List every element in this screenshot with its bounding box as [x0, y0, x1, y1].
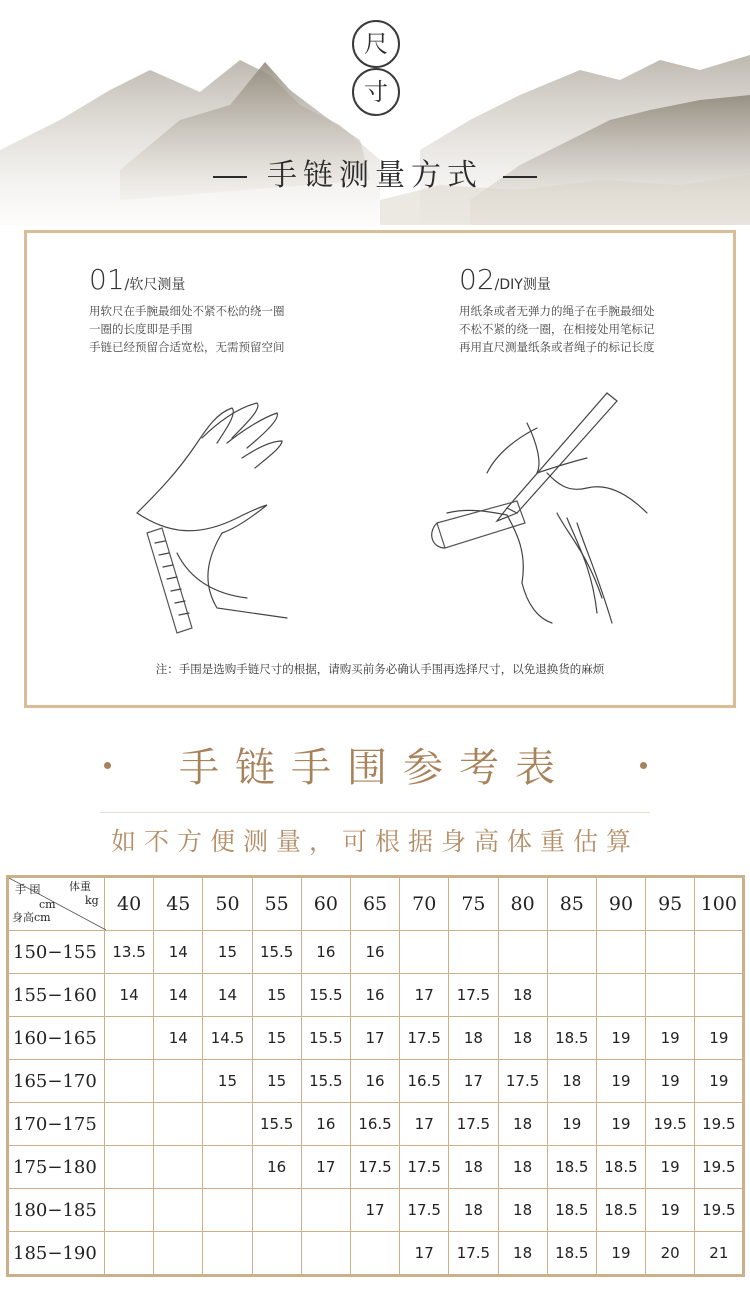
wrist-size-cell: 15.5 [252, 1103, 301, 1146]
wrist-size-cell [547, 931, 596, 974]
wrist-size-cell [695, 974, 744, 1017]
wrist-size-cell: 18.5 [596, 1146, 645, 1189]
table-row [8, 1232, 744, 1276]
height-range-cell: 175−180 [8, 1146, 105, 1189]
wrist-size-cell: 17 [449, 1060, 498, 1103]
wrist-size-cell: 20 [646, 1232, 695, 1276]
weight-header-cell: 60 [301, 877, 350, 931]
method-desc-line: 一圈的长度即是手围 [89, 322, 193, 336]
wrist-size-cell: 15 [252, 1017, 301, 1060]
table-row [8, 1103, 744, 1146]
wrist-size-cell: 14.5 [203, 1017, 252, 1060]
wrist-size-cell: 19 [596, 1017, 645, 1060]
weight-header-cell: 100 [695, 877, 744, 931]
wrist-size-cell: 15.5 [301, 974, 350, 1017]
weight-header-cell: 65 [350, 877, 399, 931]
wrist-size-cell [105, 1146, 154, 1189]
method-soft-ruler [89, 263, 285, 356]
wrist-size-cell [105, 1017, 154, 1060]
table-row [8, 1060, 744, 1103]
wrist-size-cell: 18 [449, 1189, 498, 1232]
wrist-size-cell [252, 1232, 301, 1276]
wrist-size-cell: 18 [498, 1232, 547, 1276]
measurement-panel [24, 230, 736, 708]
page-title-text: 手链测量方式 [267, 158, 483, 193]
wrist-size-cell: 14 [154, 931, 203, 974]
weight-header-cell: 70 [400, 877, 449, 931]
wrist-size-cell: 17 [400, 974, 449, 1017]
wrist-size-cell [105, 1060, 154, 1103]
wrist-size-cell: 15 [203, 931, 252, 974]
wrist-size-cell: 13.5 [105, 931, 154, 974]
wrist-size-cell: 14 [154, 1017, 203, 1060]
weight-header-cell: 45 [154, 877, 203, 931]
table-row [8, 1017, 744, 1060]
hand-pen-illustration [427, 383, 657, 643]
table-row [8, 974, 744, 1017]
wrist-size-cell: 18.5 [547, 1189, 596, 1232]
method-desc-line: 用软尺在手腕最细处不紧不松的绕一圈 [89, 304, 285, 318]
wrist-size-cell: 17 [350, 1017, 399, 1060]
method-name: /DIY测量 [494, 277, 551, 293]
reference-title: 手链手围参考表 [179, 745, 571, 791]
table-row [8, 1146, 744, 1189]
wrist-size-cell: 21 [695, 1232, 744, 1276]
wrist-size-cell [252, 1189, 301, 1232]
wrist-size-cell: 14 [203, 974, 252, 1017]
wrist-size-cell [498, 931, 547, 974]
wrist-size-cell: 19 [695, 1060, 744, 1103]
height-range-cell: 155−160 [8, 974, 105, 1017]
wrist-size-cell: 17 [400, 1232, 449, 1276]
wrist-size-cell [154, 1146, 203, 1189]
wrist-size-cell [105, 1103, 154, 1146]
wrist-size-cell: 16 [301, 931, 350, 974]
weight-header-cell: 85 [547, 877, 596, 931]
wrist-size-cell: 18 [449, 1017, 498, 1060]
divider [100, 812, 650, 813]
wrist-size-cell: 18 [449, 1146, 498, 1189]
height-range-cell: 150−155 [8, 931, 105, 974]
wrist-size-cell: 19 [646, 1017, 695, 1060]
method-name: /软尺测量 [124, 277, 186, 293]
wrist-size-cell: 19 [695, 1017, 744, 1060]
wrist-size-cell: 16 [350, 931, 399, 974]
wrist-size-cell [203, 1103, 252, 1146]
wrist-size-cell [154, 1232, 203, 1276]
wrist-size-cell: 14 [105, 974, 154, 1017]
weight-header-cell: 55 [252, 877, 301, 931]
table-header-row [8, 877, 744, 931]
reference-subtitle: 如不方便测量，可根据身高体重估算 [110, 827, 639, 856]
title-dash-right [503, 176, 537, 178]
wrist-size-cell [154, 1060, 203, 1103]
wrist-size-cell [203, 1189, 252, 1232]
wrist-size-cell: 18 [498, 1017, 547, 1060]
height-range-cell: 170−175 [8, 1103, 105, 1146]
wrist-size-cell: 17.5 [400, 1146, 449, 1189]
corner-wrist-label: 手 围 [15, 883, 41, 896]
wrist-size-cell: 19.5 [646, 1103, 695, 1146]
wrist-size-cell [154, 1189, 203, 1232]
wrist-size-cell: 17.5 [400, 1189, 449, 1232]
wrist-size-cell [105, 1189, 154, 1232]
wrist-size-cell: 19 [547, 1103, 596, 1146]
wrist-size-cell [301, 1189, 350, 1232]
corner-kg-label: kg [85, 894, 99, 907]
wrist-size-cell [646, 931, 695, 974]
title-dash-left [213, 176, 247, 178]
wrist-size-cell: 15.5 [301, 1017, 350, 1060]
wrist-size-cell [203, 1232, 252, 1276]
wrist-size-cell [350, 1232, 399, 1276]
wrist-size-cell [203, 1146, 252, 1189]
wrist-size-cell: 19 [646, 1189, 695, 1232]
wrist-size-cell [105, 1232, 154, 1276]
wrist-size-cell [547, 974, 596, 1017]
method-desc-line: 手链已经预留合适宽松，无需预留空间 [89, 340, 285, 354]
seal-chi: 尺 [352, 20, 400, 68]
wrist-size-cell: 18 [498, 1146, 547, 1189]
method-desc-line: 再用直尺测量纸条或者绳子的标记长度 [459, 340, 655, 354]
seal-cun: 寸 [352, 68, 400, 116]
table-row [8, 931, 744, 974]
wrist-size-cell: 17 [400, 1103, 449, 1146]
wrist-size-cell: 19 [596, 1103, 645, 1146]
wrist-size-cell: 15 [252, 974, 301, 1017]
weight-header-cell: 50 [203, 877, 252, 931]
hand-tape-illustration [117, 383, 317, 643]
corner-cm-label: cm [39, 898, 56, 911]
wrist-size-cell: 18 [498, 1189, 547, 1232]
page-title [0, 150, 750, 194]
wrist-size-cell: 14 [154, 974, 203, 1017]
height-range-cell: 180−185 [8, 1189, 105, 1232]
wrist-size-cell: 17 [350, 1189, 399, 1232]
height-range-cell: 165−170 [8, 1060, 105, 1103]
wrist-size-cell: 18 [547, 1060, 596, 1103]
wrist-size-cell: 15 [252, 1060, 301, 1103]
wrist-size-cell [449, 931, 498, 974]
wrist-size-cell [301, 1232, 350, 1276]
wrist-size-cell [646, 974, 695, 1017]
wrist-size-cell: 19 [646, 1146, 695, 1189]
table-corner-cell [8, 877, 105, 931]
method-desc-line: 用纸条或者无弹力的绳子在手腕最细处 [459, 304, 655, 318]
wrist-size-cell: 16 [252, 1146, 301, 1189]
method-diy [459, 263, 655, 356]
wrist-size-cell: 18.5 [547, 1232, 596, 1276]
wrist-size-cell: 17.5 [350, 1146, 399, 1189]
weight-header-cell: 80 [498, 877, 547, 931]
wrist-size-cell: 17.5 [449, 1103, 498, 1146]
method-number: 02 [459, 263, 495, 296]
wrist-size-cell: 18.5 [596, 1189, 645, 1232]
wrist-size-cell: 18.5 [547, 1146, 596, 1189]
wrist-size-cell: 17.5 [498, 1060, 547, 1103]
height-range-cell: 160−165 [8, 1017, 105, 1060]
wrist-size-cell: 15 [203, 1060, 252, 1103]
method-desc-line: 不松不紧的绕一圈，在相接处用笔标记 [459, 322, 655, 336]
wrist-size-cell: 16.5 [350, 1103, 399, 1146]
wrist-size-cell: 19.5 [695, 1103, 744, 1146]
measurement-note: 注：手围是选购手链尺寸的根据，请购买前务必确认手围再选择尺寸，以免退换货的麻烦 [155, 662, 605, 676]
wrist-size-cell: 17.5 [449, 974, 498, 1017]
wrist-size-cell: 16 [350, 1060, 399, 1103]
wrist-size-cell: 17.5 [400, 1017, 449, 1060]
wrist-size-cell: 18.5 [547, 1017, 596, 1060]
wrist-size-cell: 18 [498, 974, 547, 1017]
wrist-size-cell [400, 931, 449, 974]
size-reference-table [6, 875, 745, 1277]
weight-header-cell: 90 [596, 877, 645, 931]
wrist-size-cell [596, 974, 645, 1017]
wrist-size-cell: 19.5 [695, 1146, 744, 1189]
wrist-size-cell: 16.5 [400, 1060, 449, 1103]
method-number: 01 [89, 263, 125, 296]
wrist-size-cell: 17 [301, 1146, 350, 1189]
wrist-size-cell [154, 1103, 203, 1146]
wrist-size-cell: 15.5 [252, 931, 301, 974]
weight-header-cell: 75 [449, 877, 498, 931]
wrist-size-cell: 19 [596, 1232, 645, 1276]
weight-header-cell: 40 [105, 877, 154, 931]
header-banner [0, 0, 750, 225]
wrist-size-cell: 18 [498, 1103, 547, 1146]
wrist-size-cell: 19 [596, 1060, 645, 1103]
height-range-cell: 185−190 [8, 1232, 105, 1276]
wrist-size-cell: 19 [646, 1060, 695, 1103]
wrist-size-cell: 15.5 [301, 1060, 350, 1103]
corner-weight-label: 体重 [69, 880, 91, 893]
weight-header-cell: 95 [646, 877, 695, 931]
wrist-size-cell: 16 [301, 1103, 350, 1146]
wrist-size-cell [695, 931, 744, 974]
wrist-size-cell [596, 931, 645, 974]
wrist-size-cell: 19.5 [695, 1189, 744, 1232]
wrist-size-cell: 17.5 [449, 1232, 498, 1276]
wrist-size-cell: 16 [350, 974, 399, 1017]
table-row [8, 1189, 744, 1232]
corner-height-label: 身高cm [12, 911, 51, 924]
